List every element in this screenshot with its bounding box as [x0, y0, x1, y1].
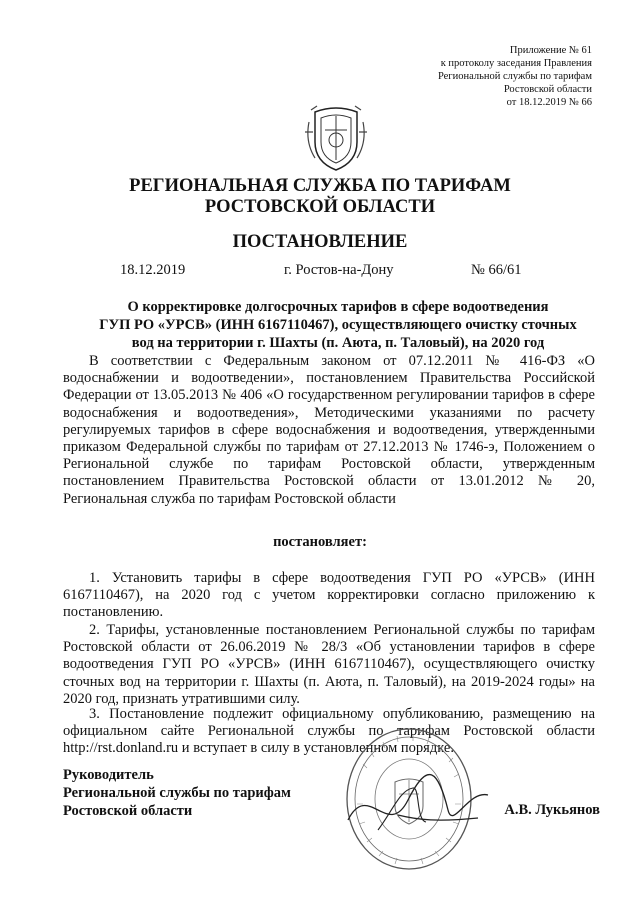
item-3-paragraph — [63, 706, 595, 758]
item-2-paragraph — [63, 622, 595, 708]
subject-line: О корректировке долгосрочных тарифов в сфере водоотведения — [127, 299, 549, 315]
signatory-name: А.В. Лукьянов — [504, 802, 600, 818]
org-name-line2: РОСТОВСКОЙ ОБЛАСТИ — [204, 197, 436, 217]
position-line: Руководитель — [63, 767, 154, 783]
preamble-text: В соответствии с Федеральным законом от 07.12.2011 № 416-ФЗ «О водоснабжении и водоотведении», постановлением Правительства Российской Федерации от 13.05.2013 № 406 «О государственном регулировании тарифов в сфере водоснабжения и водоотведения», Методическими указаниями по расчету регулируемых тарифов в сфере водоснабжения и водоотведения, утвержденными приказом Федеральной службы по тарифам от 27.12.2013 № 1746-э, Положением о Региональной службе по тарифам Ростовской области, утвержденным постановлением Правительства Ростовской области от 13.01.2012 № 20, Региональная служба по тарифам Ростовской области — [63, 353, 595, 507]
subject-line: ГУП РО «УРСВ» (ИНН 6167110467), осуществляющего очистку сточных — [99, 317, 577, 333]
appendix-line: Региональной службы по тарифам — [437, 71, 592, 82]
handwritten-signature-icon — [338, 760, 508, 850]
appendix-line: Ростовской области — [503, 84, 592, 95]
document-date: 18.12.2019 — [120, 262, 186, 278]
subject-line: вод на территории г. Шахты (п. Аюта, п. Таловый), на 2020 год — [131, 335, 545, 351]
item-3-text: 3. Постановление подлежит официальному опубликованию, размещению на официальном сайте Региональной службы по тарифам Ростовской области http://rst.donland.ru и вступает в силу в установленном порядке. — [63, 706, 595, 757]
item-1-paragraph — [63, 570, 595, 622]
appendix-line: к протоколу заседания Правления — [440, 58, 592, 69]
resolves-heading: постановляет: — [273, 534, 367, 550]
document-type: ПОСТАНОВЛЕНИЕ — [232, 232, 408, 252]
document-city: г. Ростов-на-Дону — [284, 262, 394, 278]
preamble-paragraph — [63, 353, 595, 508]
appendix-line: от 18.12.2019 № 66 — [506, 97, 592, 108]
coat-of-arms-icon — [303, 102, 369, 174]
item-2-text: 2. Тарифы, установленные постановлением Региональной службы по тарифам Ростовской области от 26.06.2019 № 28/3 «Об установлении тарифов в сфере водоотведения ГУП РО «УРСВ» (ИНН 6167110467), осуществляющего очистку сточных вод на территории г. Шахты (п. Аюта, п. Таловый), на 2019-2024 годы» на 2020 год, признать утратившими силу. — [63, 622, 595, 707]
signatory-position — [63, 766, 291, 820]
document-subject — [78, 298, 598, 352]
appendix-note — [438, 44, 592, 109]
org-name-line1: РЕГИОНАЛЬНАЯ СЛУЖБА ПО ТАРИФАМ — [129, 176, 511, 196]
appendix-line: Приложение № 61 — [509, 45, 592, 56]
item-1-text: 1. Установить тарифы в сфере водоотведения ГУП РО «УРСВ» (ИНН 6167110467), на 2020 год с учетом корректировки согласно приложению к постановлению. — [63, 570, 595, 621]
position-line: Региональной службы по тарифам — [63, 785, 291, 801]
document-number: № 66/61 — [471, 262, 522, 278]
position-line: Ростовской области — [63, 803, 193, 819]
